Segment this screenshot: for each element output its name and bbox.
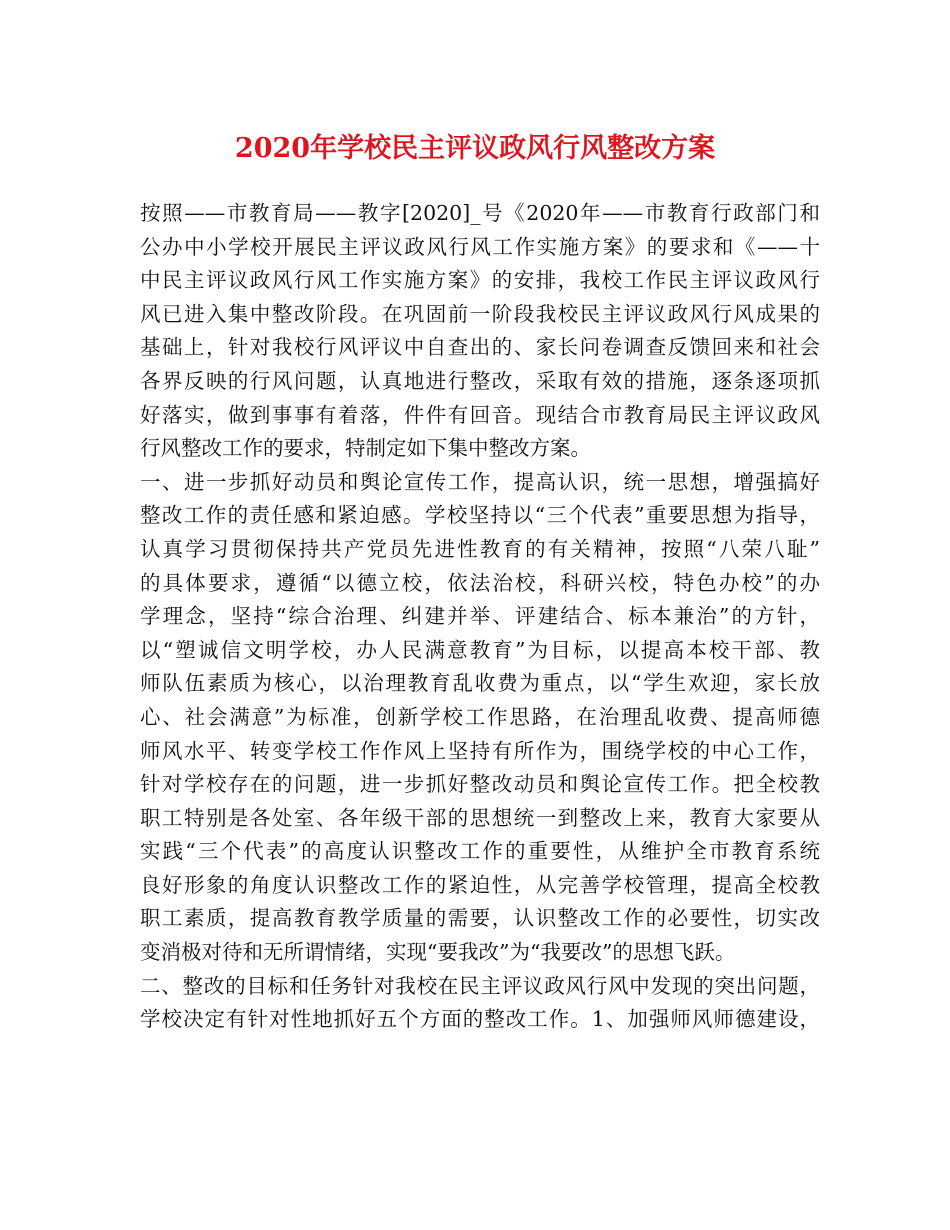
body-line: 一、进一步抓好动员和舆论宣传工作，提高认识，统一思想，增强搞好 — [140, 469, 820, 494]
body-line: 学理念，坚持“综合治理、纠建并举、评建结合、标本兼治”的方针， — [140, 604, 820, 629]
body-line: 行风整改工作的要求，特制定如下集中整改方案。 — [140, 436, 591, 461]
body-line: 整改工作的责任感和紧迫感。学校坚持以“三个代表”重要思想为指导， — [140, 503, 820, 528]
body-line: 中民主评议政风行风工作实施方案》的安排，我校工作民主评议政风行 — [140, 268, 820, 293]
body-line: 按照——市教育局——教字[2020]_号《2020年——市教育行政部门和 — [140, 201, 820, 225]
body-line: 二、整改的目标和任务针对我校在民主评议政风行风中发现的突出问题， — [140, 973, 820, 998]
body-line: 师队伍素质为核心，以治理教育乱收费为重点，以“学生欢迎，家长放 — [140, 671, 820, 696]
document-title: 2020年学校民主评议政风行风整改方案 — [234, 133, 716, 164]
body-line: 的具体要求，遵循“以德立校，依法治校，科研兴校，特色办校”的办 — [140, 570, 820, 595]
body-line: 认真学习贯彻保持共产党员先进性教育的有关精神，按照“八荣八耻” — [140, 536, 820, 561]
body-line: 职工素质，提高教育教学质量的需要，认识整改工作的必要性，切实改 — [140, 906, 820, 931]
body-line: 学校决定有针对性地抓好五个方面的整改工作。1、加强师风师德建设， — [140, 1007, 820, 1032]
body-line: 以“塑诚信文明学校，办人民满意教育”为目标，以提高本校干部、教 — [140, 637, 820, 662]
body-line: 基础上，针对我校行风评议中自查出的、家长问卷调查反馈回来和社会 — [140, 335, 820, 360]
body-line: 职工特别是各处室、各年级干部的思想统一到整改上来，教育大家要从 — [140, 805, 820, 830]
document-body — [140, 197, 820, 1037]
body-line: 心、社会满意”为标准，创新学校工作思路，在治理乱收费、提高师德 — [140, 704, 820, 729]
body-line: 风已进入集中整改阶段。在巩固前一阶段我校民主评议政风行风成果的 — [140, 301, 820, 326]
body-line: 针对学校存在的问题，进一步抓好整改动员和舆论宣传工作。把全校教 — [140, 772, 820, 797]
body-line: 变消极对待和无所谓情绪，实现“要我改”为“我要改”的思想飞跃。 — [140, 940, 736, 965]
body-line: 好落实，做到事事有着落，件件有回音。现结合市教育局民主评议政风 — [140, 402, 820, 427]
body-line: 师风水平、转变学校工作作风上坚持有所作为，围绕学校的中心工作， — [140, 738, 820, 763]
body-line: 公办中小学校开展民主评议政风行风工作实施方案》的要求和《——十 — [140, 234, 820, 259]
body-line: 实践“三个代表”的高度认识整改工作的重要性，从维护全市教育系统 — [140, 839, 820, 864]
body-line: 良好形象的角度认识整改工作的紧迫性，从完善学校管理，提高全校教 — [140, 872, 820, 897]
body-line: 各界反映的行风问题，认真地进行整改，采取有效的措施，逐条逐项抓 — [140, 368, 820, 393]
